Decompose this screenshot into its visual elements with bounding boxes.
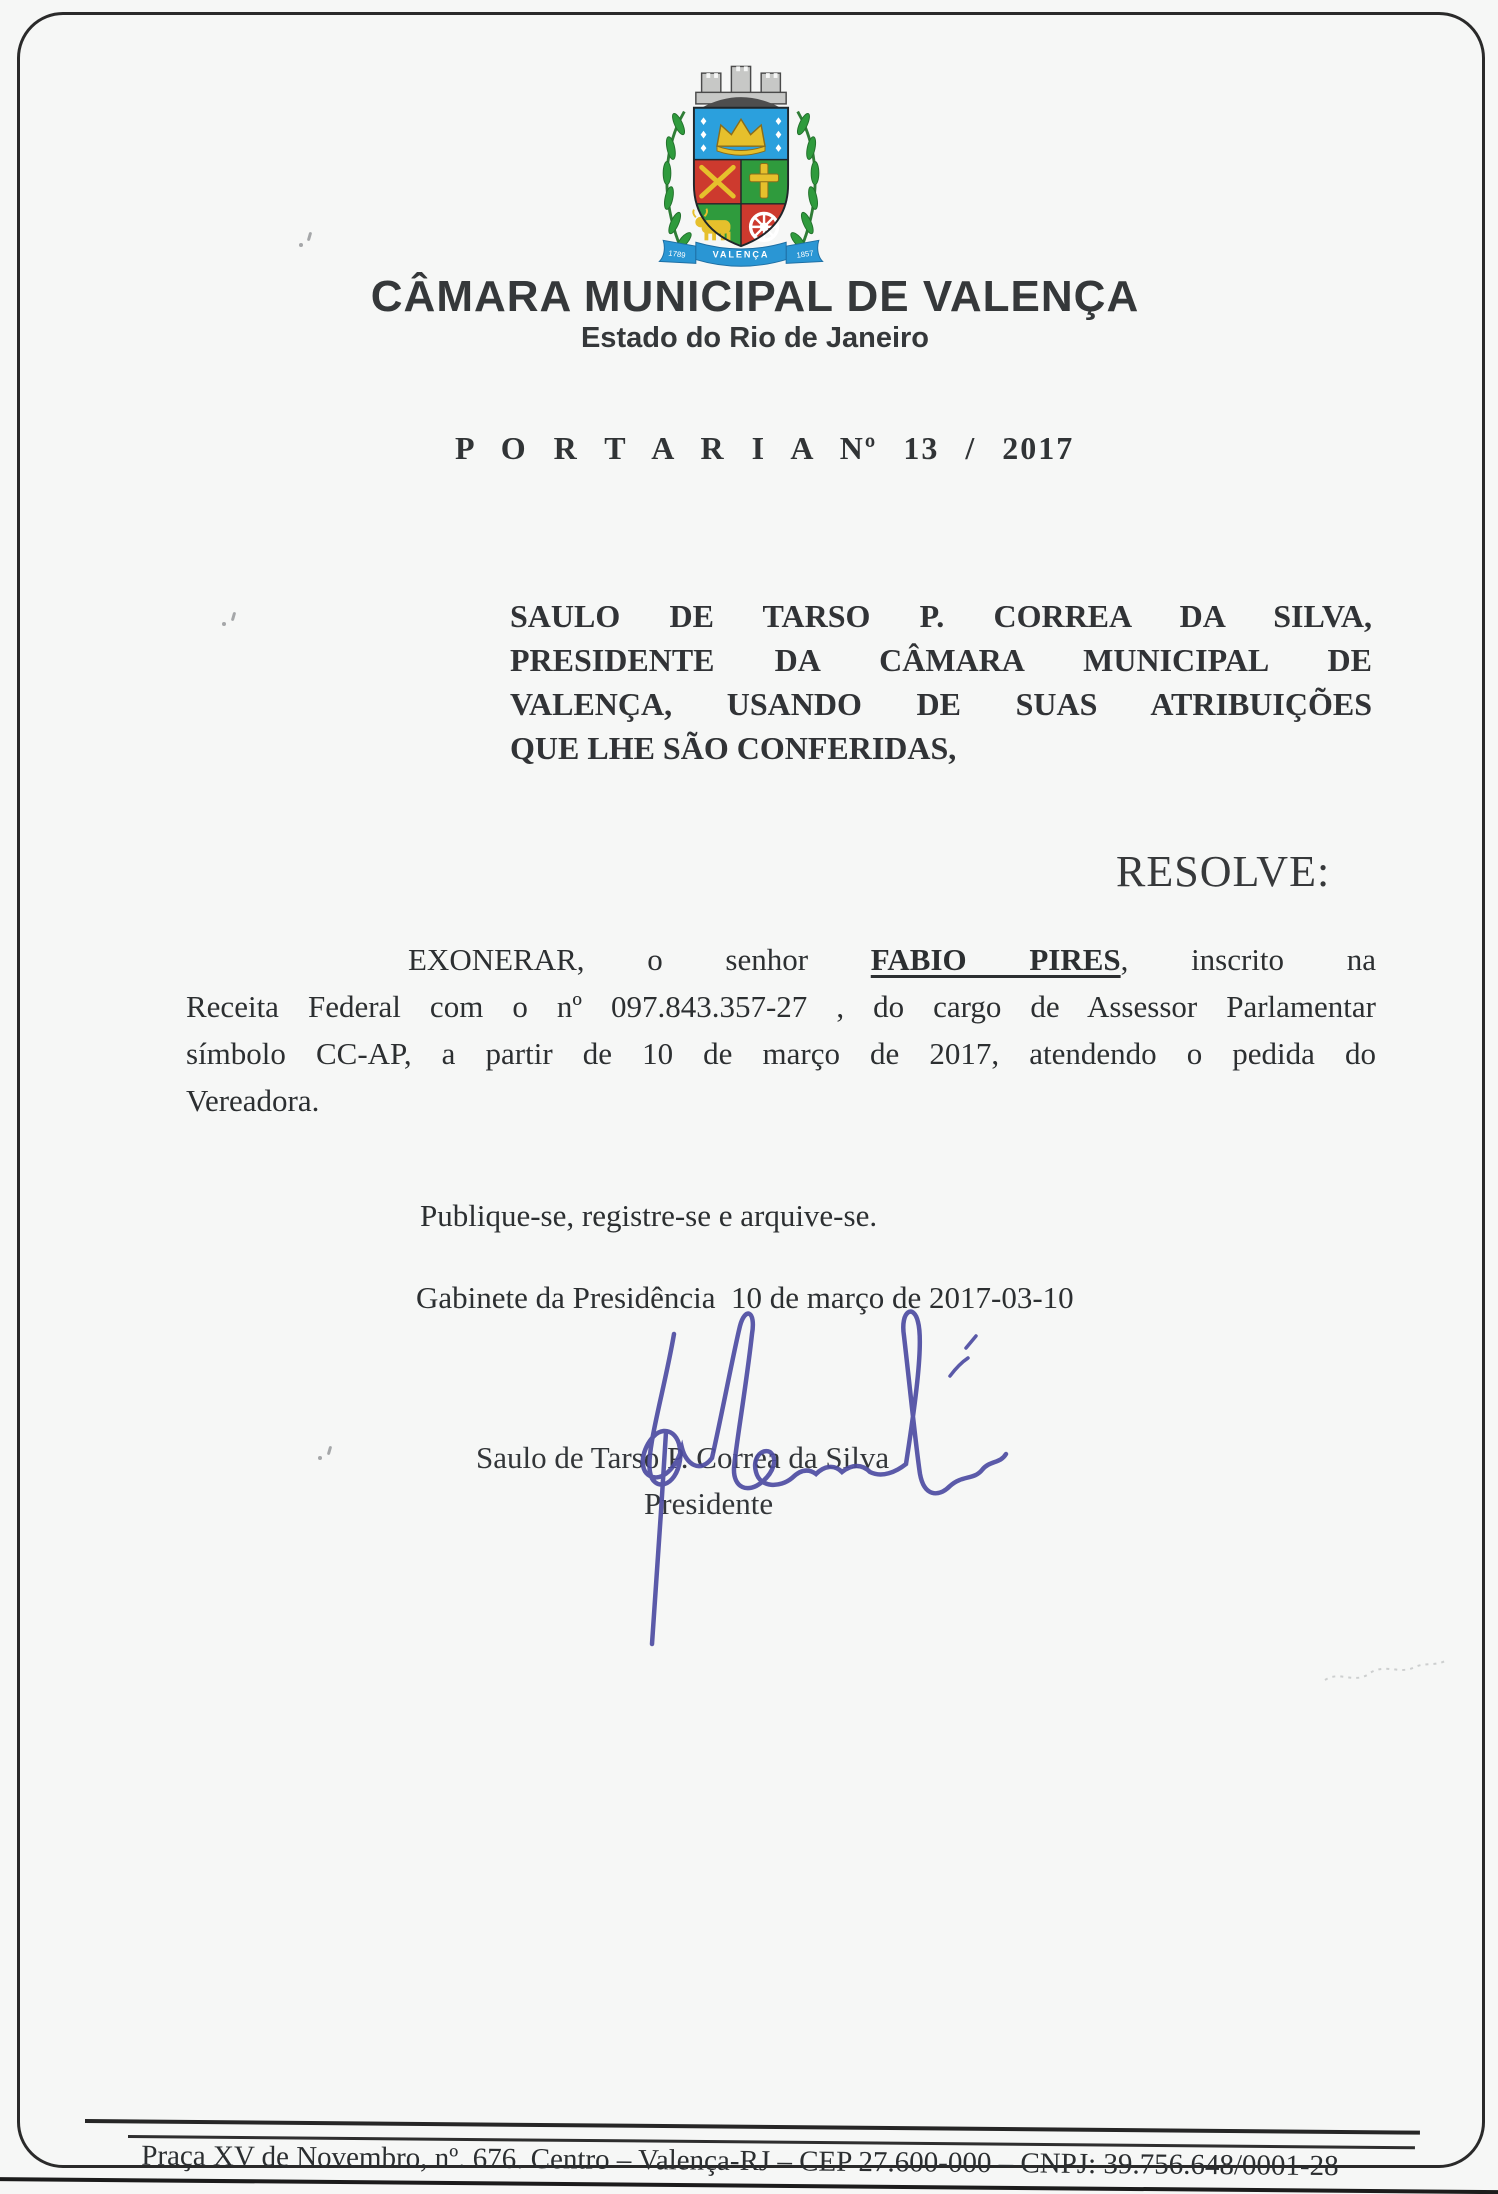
- cabinet-date-line: Gabinete da Presidência 10 de março de 2017-03-10: [416, 1280, 1074, 1315]
- coffee-branch-right: [789, 112, 820, 251]
- scan-artifact: [299, 243, 303, 247]
- preamble-paragraph: [510, 594, 1372, 770]
- scan-artifact: [318, 1456, 322, 1460]
- exonerated-person-name: FABIO PIRES: [870, 942, 1121, 977]
- pencil-scribble-artifact: [1320, 1645, 1455, 1700]
- scan-artifact: [222, 622, 226, 626]
- preamble-line: PRESIDENTE DA CÂMARA MUNICIPAL DE: [510, 642, 1372, 678]
- ribbon-title: VALENÇA: [712, 249, 770, 260]
- resolve-label: RESOLVE:: [1116, 847, 1331, 896]
- signatory-role: Presidente: [644, 1486, 774, 1521]
- signatory-name: Saulo de Tarso P. Correa da Silva: [476, 1440, 890, 1475]
- organization-title: CÂMARA MUNICIPAL DE VALENÇA: [370, 272, 1140, 321]
- handwritten-signature: [588, 1292, 1028, 1652]
- preamble-line: VALENÇA, USANDO DE SUAS ATRIBUIÇÕES: [510, 686, 1372, 722]
- ribbon-year-left: 1789: [667, 248, 687, 260]
- body-line: Vereadora.: [186, 1083, 320, 1118]
- footer-address: Praça XV de Novembro, nº. 676. Centro – Valença-RJ – CEP 27.600-000 – CNPJ: 39.756.648/0001-28: [141, 2139, 1339, 2183]
- body-line1-post: , inscrito na: [1120, 942, 1376, 977]
- ribbon-year-right: 1857: [795, 248, 815, 260]
- body-line: símbolo CC-AP, a partir de 10 de março de 2017, atendendo o pedida do: [186, 1036, 1376, 1071]
- publish-line: Publique-se, registre-se e arquive-se.: [420, 1198, 878, 1233]
- valenca-coat-of-arms: [640, 52, 842, 273]
- ordinance-number-heading: P O R T A R I A Nº 13 / 2017: [455, 430, 1075, 466]
- preamble-line: SAULO DE TARSO P. CORREA DA SILVA,: [510, 598, 1372, 634]
- laurel-branch-left: [663, 112, 694, 251]
- body-line: [186, 936, 1376, 983]
- organization-subtitle: Estado do Rio de Janeiro: [580, 322, 930, 354]
- body-line1-pre: EXONERAR, o senhor: [408, 942, 871, 977]
- preamble-line: QUE LHE SÃO CONFERIDAS,: [510, 730, 957, 766]
- body-paragraph: [186, 936, 1376, 1124]
- body-line: Receita Federal com o nº 097.843.357-27 , do cargo de Assessor Parlamentar: [186, 989, 1376, 1024]
